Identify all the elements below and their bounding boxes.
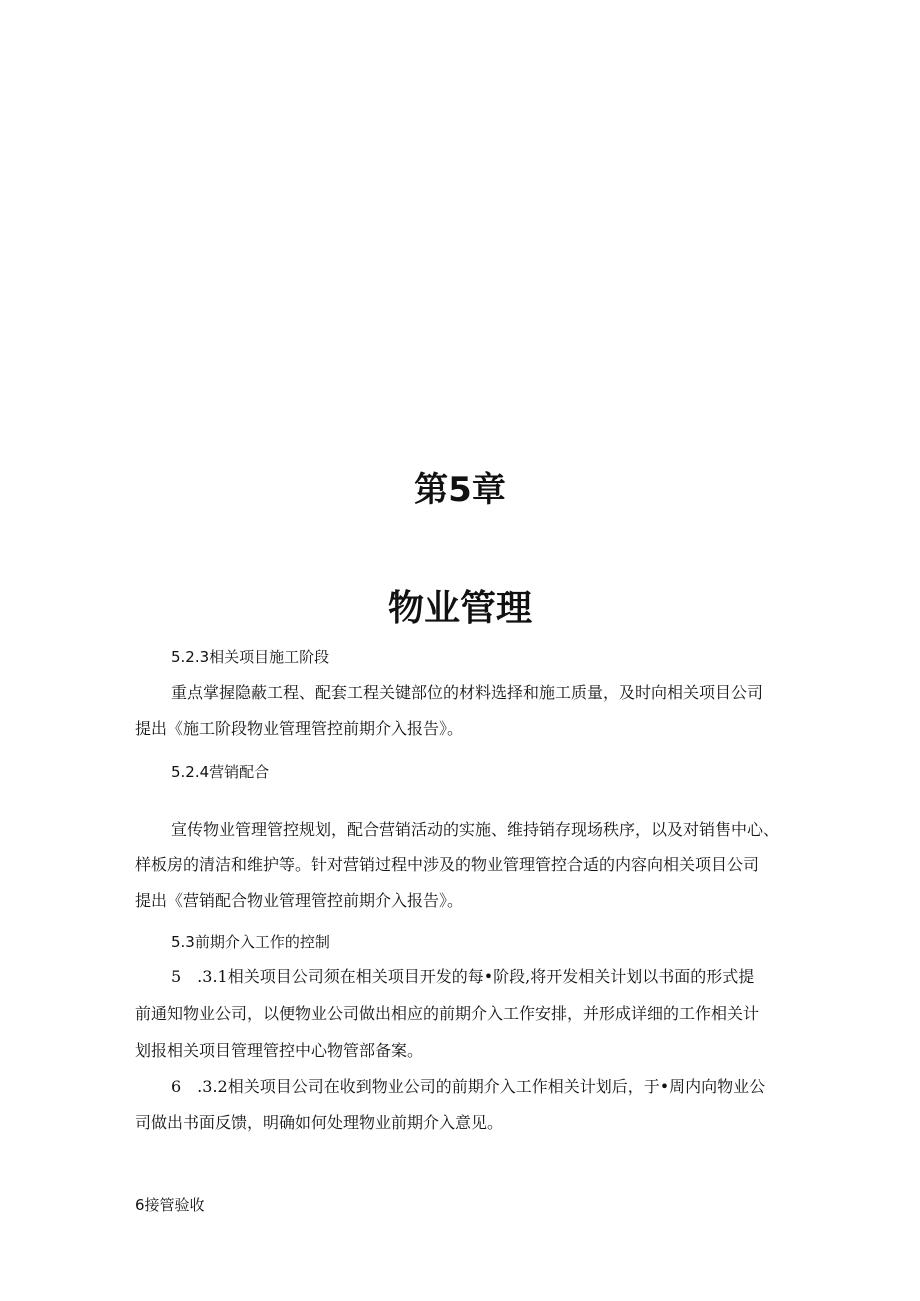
- chapter-number: 第5章: [414, 470, 506, 510]
- paragraph-line: 重点掌握隐蔽工程、配套工程关键部位的材料选择和施工质量，及时向相关项目公司: [171, 683, 764, 702]
- section-heading-5-2-4: 5.2.4营销配合: [171, 763, 270, 781]
- paragraph-line: 提出《施工阶段物业管理管控前期介入报告》。: [135, 719, 464, 738]
- section-heading-5-3: 5.3前期介入工作的控制: [171, 933, 330, 951]
- section-heading-6: 6接管验收: [135, 1196, 205, 1214]
- chapter-title: 物业管理: [387, 588, 532, 629]
- paragraph-line: 司做出书面反馈，明确如何处理物业前期介入意见。: [135, 1113, 504, 1132]
- paragraph-line: 5 .3.1相关项目公司须在相关项目开发的每•阶段,将开发相关计划以书面的形式提: [171, 967, 755, 986]
- paragraph-line: 划报相关项目管理管控中心物管部备案。: [135, 1041, 424, 1060]
- section-heading-5-2-3: 5.2.3相关项目施工阶段: [171, 648, 330, 666]
- paragraph-line: 样板房的清洁和维护等。针对营销过程中涉及的物业管理管控合适的内容向相关项目公司: [135, 855, 760, 874]
- paragraph-line: 宣传物业管理管控规划，配合营销活动的实施、维持销存现场秩序，以及对销售中心、: [171, 820, 780, 839]
- paragraph-line: 6 .3.2相关项目公司在收到物业公司的前期介入工作相关计划后，于•周内向物业公: [171, 1077, 766, 1096]
- paragraph-line: 前通知物业公司，以便物业公司做出相应的前期介入工作安排，并形成详细的工作相关计: [135, 1004, 760, 1023]
- paragraph-line: 提出《营销配合物业管理管控前期介入报告》。: [135, 891, 464, 910]
